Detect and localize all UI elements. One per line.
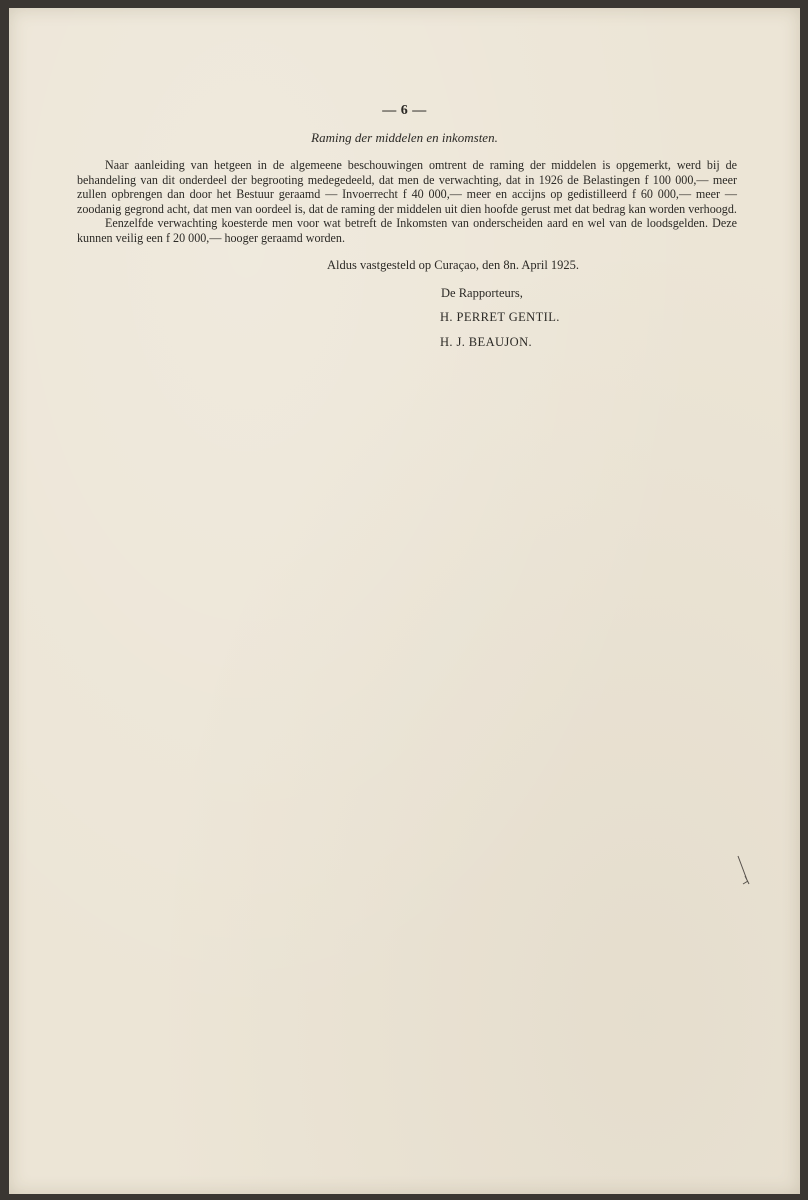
signatory-2: H. J. BEAUJON. bbox=[440, 335, 533, 349]
pencil-mark-icon bbox=[735, 854, 755, 888]
page-number: — 6 — bbox=[382, 103, 427, 118]
rapporteurs-label: De Rapporteurs, bbox=[441, 286, 523, 300]
body-text bbox=[77, 158, 737, 246]
paragraph-2: Eenzelfde verwachting koesterde men voor wat betreft de Inkomsten van onderscheiden aard en wel van de loodsgelden. Deze kunnen veilig een f 20 000,— hooger geraamd worden. bbox=[77, 216, 737, 245]
place-date: Aldus vastgesteld op Curaçao, den 8n. April 1925. bbox=[327, 258, 580, 272]
section-title: Raming der middelen en inkomsten. bbox=[311, 130, 498, 145]
signatory-1: H. PERRET GENTIL. bbox=[440, 310, 560, 324]
paragraph-1: Naar aanleiding van hetgeen in de algemeene beschouwingen omtrent de raming der middelen is opgemerkt, werd bij de behandeling van dit onderdeel der begrooting medegedeeld, dat men de verwachting, dat in 1926 de Belastingen f 100 000,— meer zullen opbrengen dan door het Bestuur geraamd — Invoerrecht f 40 000,— meer en accijns op gedistilleerd f 60 000,— meer — zoodanig gegrond acht, dat men van oordeel is, dat de raming der middelen uit dien hoofde gerust met dat bedrag kan worden verhoogd. bbox=[77, 158, 737, 216]
paper-sheet bbox=[9, 8, 800, 1194]
